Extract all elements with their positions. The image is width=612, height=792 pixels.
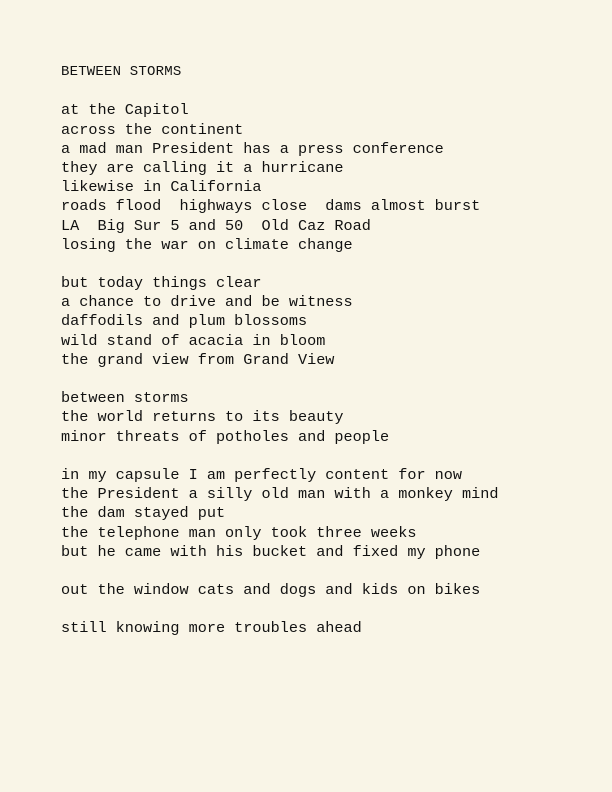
stanza-4	[61, 466, 601, 562]
poem-line: minor threats of potholes and people	[61, 427, 390, 446]
poem-line: out the window cats and dogs and kids on bikes	[61, 581, 481, 600]
poem-line: wild stand of acacia in bloom	[61, 331, 326, 350]
poem	[61, 63, 601, 658]
poem-line: between storms	[61, 389, 189, 408]
poem-line: the telephone man only took three weeks	[61, 523, 417, 542]
poem-line: the dam stayed put	[61, 504, 226, 523]
poem-title: BETWEEN STORMS	[61, 64, 182, 80]
poem-line: but he came with his bucket and fixed my phone	[61, 542, 481, 561]
stanza-2	[61, 274, 601, 370]
poem-line: roads flood highways close dams almost burst	[61, 197, 481, 216]
poem-line: a chance to drive and be witness	[61, 293, 353, 312]
poem-line: losing the war on climate change	[61, 235, 353, 254]
stanza-3	[61, 389, 601, 447]
poem-line: they are calling it a hurricane	[61, 158, 344, 177]
poem-line: the grand view from Grand View	[61, 350, 335, 369]
poem-line: in my capsule I am perfectly content for now	[61, 465, 463, 484]
stanza-6	[61, 619, 601, 638]
poem-line: likewise in California	[61, 178, 262, 197]
poem-line: across the continent	[61, 120, 244, 139]
poem-line: but today things clear	[61, 274, 262, 293]
poem-line: a mad man President has a press conference	[61, 139, 444, 158]
poem-line: the world returns to its beauty	[61, 408, 344, 427]
stanza-5	[61, 581, 601, 600]
poem-line: still knowing more troubles ahead	[61, 619, 362, 638]
poem-line: the President a silly old man with a monkey mind	[61, 485, 499, 504]
stanza-1	[61, 101, 601, 255]
poem-line: LA Big Sur 5 and 50 Old Caz Road	[61, 216, 371, 235]
poem-line: at the Capitol	[61, 101, 189, 120]
poem-line: daffodils and plum blossoms	[61, 312, 308, 331]
